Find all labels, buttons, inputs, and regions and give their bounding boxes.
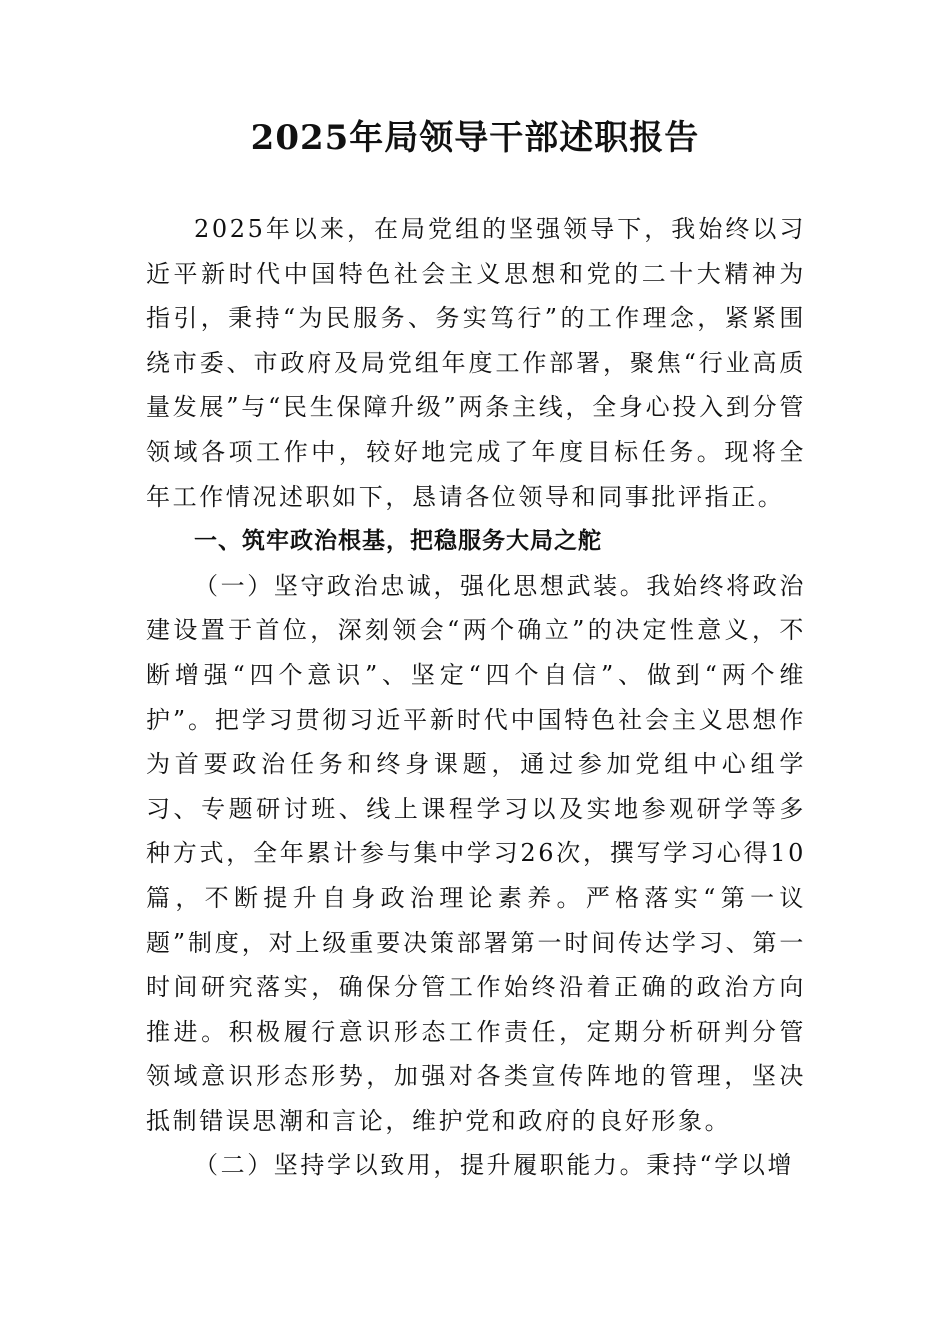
subsection-1-paragraph (146, 564, 806, 1144)
subsection-2-text: 秉持“学以增 (646, 1151, 795, 1180)
subsection-2-paragraph (146, 1143, 806, 1188)
document-title: 2025年局领导干部述职报告 (250, 118, 700, 158)
subsection-1-text: 我始终将政治建设置于首位，深刻领会“两个确立”的决定性意义，不断增强“四个意识”、坚定“四个自信”、做到“两个维护”。把学习贯彻习近平新时代中国特色社会主义思想作为首要政治任务和终身课题，通过参加党组中心组学习、专题研讨班、线上课程学习以及实地参观研学等多种方式，全年累计参与集中学习26次，撰写学习心得10篇，不断提升自身政治理论素养。严格落实“第一议题”制度，对上级重要决策部署第一时间传达学习、第一时间研究落实，确保分管工作始终沿着正确的政治方向推进。积极履行意识形态工作责任，定期分析研判分管领域意识形态形势，加强对各类宣传阵地的管理，坚决抵制错误思潮和言论，维护党和政府的良好形象。 (146, 571, 806, 1135)
intro-paragraph: 2025年以来，在局党组的坚强领导下，我始终以习近平新时代中国特色社会主义思想和党的二十大精神为指引，秉持“为民服务、务实笃行”的工作理念，紧紧围绕市委、市政府及局党组年度工作部署，聚焦“行业高质量发展”与“民生保障升级”两条主线，全身心投入到分管领域各项工作中，较好地完成了年度目标任务。现将全年工作情况述职如下，恳请各位领导和同事批评指正。 (146, 215, 806, 511)
subsection-2-lead: （二）坚持学以致用，提升履职能力。 (194, 1151, 647, 1180)
subsection-1-lead: （一）坚守政治忠诚，强化思想武装。 (194, 571, 647, 600)
document-body (146, 207, 806, 1188)
section-1-heading: 一、筑牢政治根基，把稳服务大局之舵 (194, 528, 602, 555)
